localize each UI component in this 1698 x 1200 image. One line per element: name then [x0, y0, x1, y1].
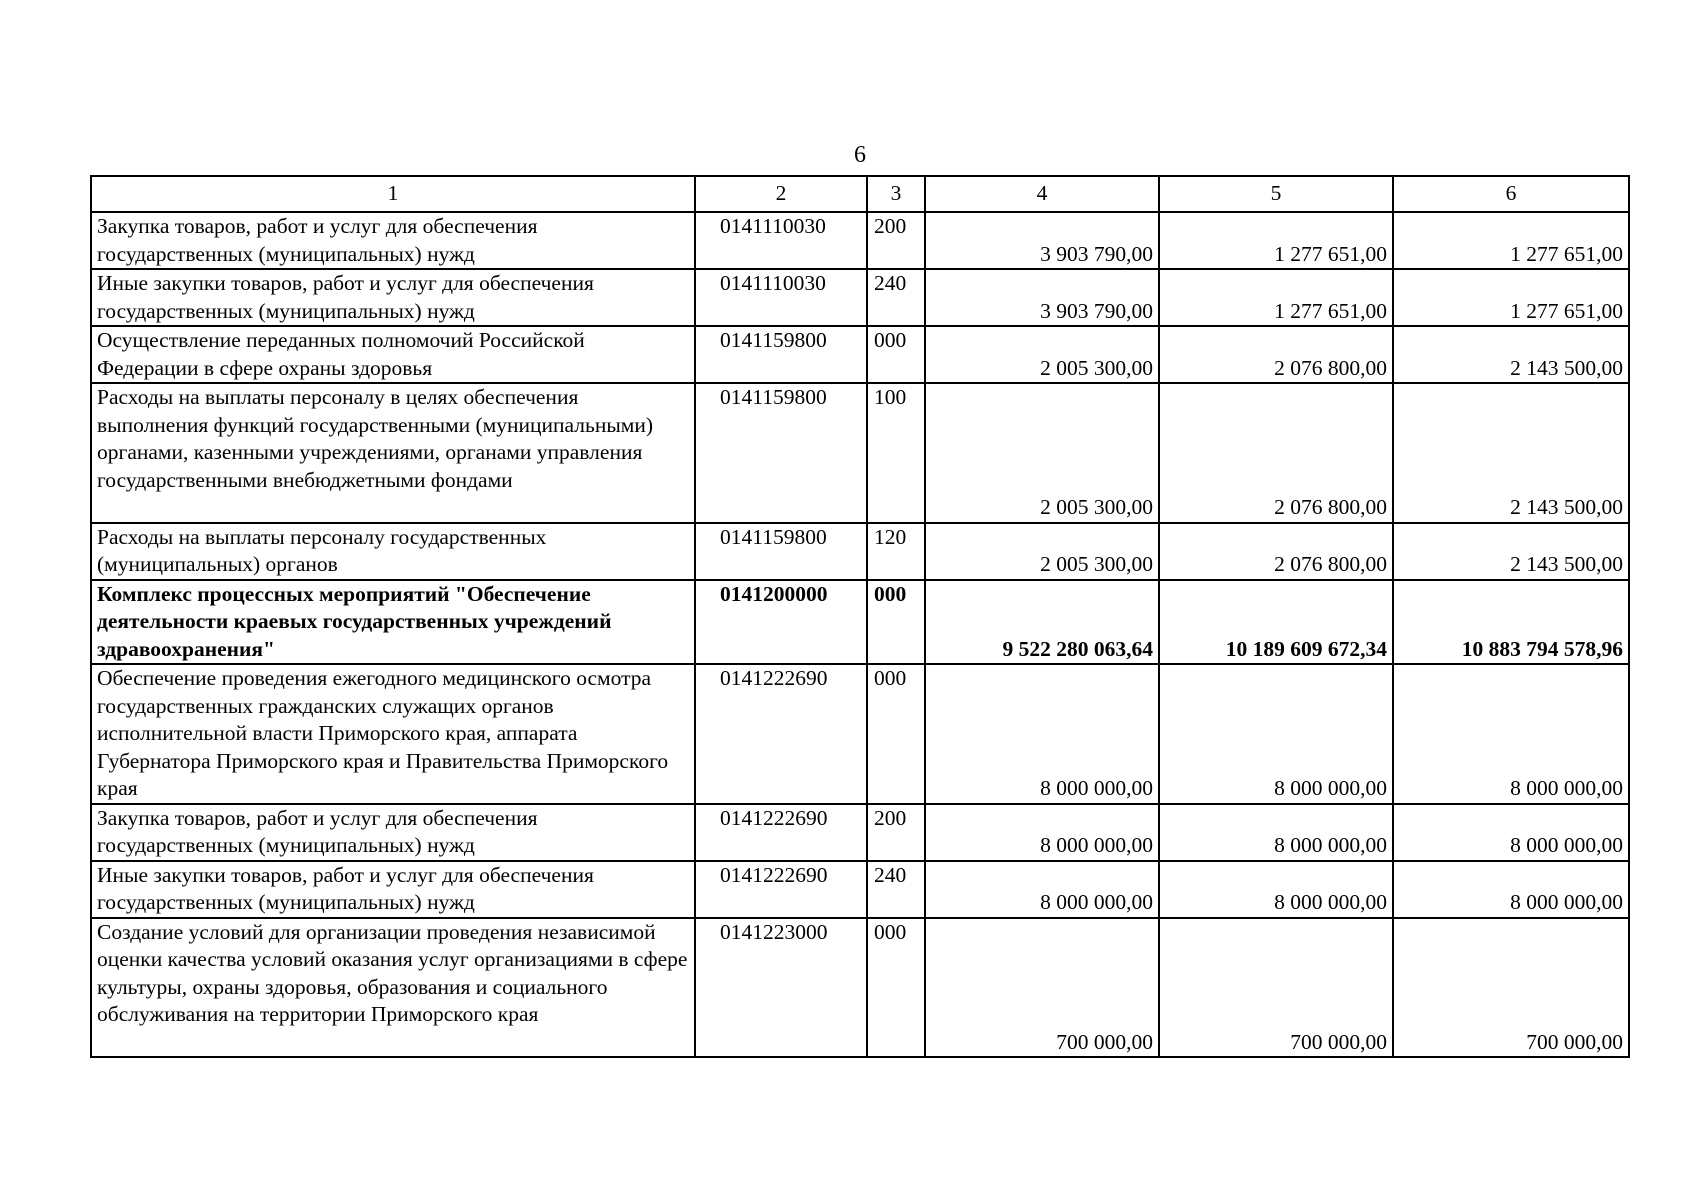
row-value-col6: 8 000 000,00 — [1393, 861, 1629, 918]
table-row — [91, 664, 1629, 804]
row-type-cell: 200 — [867, 212, 925, 269]
row-type-cell: 200 — [867, 804, 925, 861]
header-col-5: 5 — [1159, 176, 1393, 212]
row-value-col4: 2 005 300,00 — [925, 523, 1159, 580]
row-value-col5: 1 277 651,00 — [1159, 269, 1393, 326]
row-value-col6: 2 143 500,00 — [1393, 383, 1629, 523]
row-value-col5: 700 000,00 — [1159, 918, 1393, 1058]
header-col-2: 2 — [695, 176, 867, 212]
table-row — [91, 383, 1629, 523]
budget-table — [90, 175, 1630, 1058]
row-value-col6: 700 000,00 — [1393, 918, 1629, 1058]
row-name-cell: Расходы на выплаты персоналу в целях обеспечения выполнения функций государственными (муниципальными) органами, казенными учреждениями, органами управления государственными внебюджетными фондами — [91, 383, 695, 523]
row-type-cell: 000 — [867, 664, 925, 804]
row-value-col5: 8 000 000,00 — [1159, 664, 1393, 804]
row-value-col5: 8 000 000,00 — [1159, 861, 1393, 918]
row-name-cell: Иные закупки товаров, работ и услуг для обеспечения государственных (муниципальных) нужд — [91, 861, 695, 918]
row-name-cell: Комплекс процессных мероприятий "Обеспечение деятельности краевых государственных учреждений здравоохранения" — [91, 580, 695, 665]
row-type-cell: 240 — [867, 269, 925, 326]
row-value-col6: 1 277 651,00 — [1393, 269, 1629, 326]
row-name-cell: Расходы на выплаты персоналу государственных (муниципальных) органов — [91, 523, 695, 580]
row-code-cell: 0141159800 — [695, 383, 867, 523]
row-code-cell: 0141222690 — [695, 861, 867, 918]
row-code-cell: 0141159800 — [695, 326, 867, 383]
row-value-col5: 2 076 800,00 — [1159, 523, 1393, 580]
row-name-cell: Обеспечение проведения ежегодного медицинского осмотра государственных гражданских служащих органов исполнительной власти Приморского края, аппарата Губернатора Приморского края и Правительства Приморского края — [91, 664, 695, 804]
row-name-cell: Закупка товаров, работ и услуг для обеспечения государственных (муниципальных) нужд — [91, 212, 695, 269]
row-type-cell: 000 — [867, 580, 925, 665]
row-value-col4: 8 000 000,00 — [925, 804, 1159, 861]
row-value-col4: 3 903 790,00 — [925, 212, 1159, 269]
row-value-col4: 3 903 790,00 — [925, 269, 1159, 326]
row-value-col5: 2 076 800,00 — [1159, 326, 1393, 383]
table-header-row — [91, 176, 1629, 212]
row-name-cell: Иные закупки товаров, работ и услуг для обеспечения государственных (муниципальных) нужд — [91, 269, 695, 326]
row-name-cell: Осуществление переданных полномочий Российской Федерации в сфере охраны здоровья — [91, 326, 695, 383]
row-value-col4: 2 005 300,00 — [925, 326, 1159, 383]
row-code-cell: 0141222690 — [695, 804, 867, 861]
row-value-col4: 8 000 000,00 — [925, 861, 1159, 918]
table-row — [91, 861, 1629, 918]
row-value-col5: 10 189 609 672,34 — [1159, 580, 1393, 665]
table-row — [91, 580, 1629, 665]
row-value-col5: 1 277 651,00 — [1159, 212, 1393, 269]
row-value-col6: 2 143 500,00 — [1393, 326, 1629, 383]
header-col-4: 4 — [925, 176, 1159, 212]
row-code-cell: 0141200000 — [695, 580, 867, 665]
row-type-cell: 000 — [867, 326, 925, 383]
row-value-col6: 1 277 651,00 — [1393, 212, 1629, 269]
row-type-cell: 100 — [867, 383, 925, 523]
table-row — [91, 523, 1629, 580]
table-row — [91, 804, 1629, 861]
table-row — [91, 326, 1629, 383]
row-value-col4: 700 000,00 — [925, 918, 1159, 1058]
row-type-cell: 240 — [867, 861, 925, 918]
row-value-col4: 9 522 280 063,64 — [925, 580, 1159, 665]
row-value-col5: 8 000 000,00 — [1159, 804, 1393, 861]
row-value-col4: 8 000 000,00 — [925, 664, 1159, 804]
table-row — [91, 918, 1629, 1058]
table-row — [91, 269, 1629, 326]
header-col-1: 1 — [91, 176, 695, 212]
row-value-col6: 8 000 000,00 — [1393, 804, 1629, 861]
row-name-cell: Создание условий для организации проведения независимой оценки качества условий оказания услуг организациями в сфере культуры, охраны здоровья, образования и социального обслуживания на территории Приморского края — [91, 918, 695, 1058]
row-value-col6: 2 143 500,00 — [1393, 523, 1629, 580]
row-name-cell: Закупка товаров, работ и услуг для обеспечения государственных (муниципальных) нужд — [91, 804, 695, 861]
row-code-cell: 0141223000 — [695, 918, 867, 1058]
page-number: 6 — [854, 142, 866, 168]
row-code-cell: 0141110030 — [695, 212, 867, 269]
row-code-cell: 0141110030 — [695, 269, 867, 326]
row-value-col6: 8 000 000,00 — [1393, 664, 1629, 804]
row-code-cell: 0141159800 — [695, 523, 867, 580]
row-value-col5: 2 076 800,00 — [1159, 383, 1393, 523]
header-col-3: 3 — [867, 176, 925, 212]
row-type-cell: 120 — [867, 523, 925, 580]
row-type-cell: 000 — [867, 918, 925, 1058]
row-value-col6: 10 883 794 578,96 — [1393, 580, 1629, 665]
header-col-6: 6 — [1393, 176, 1629, 212]
row-code-cell: 0141222690 — [695, 664, 867, 804]
row-value-col4: 2 005 300,00 — [925, 383, 1159, 523]
table-row — [91, 212, 1629, 269]
